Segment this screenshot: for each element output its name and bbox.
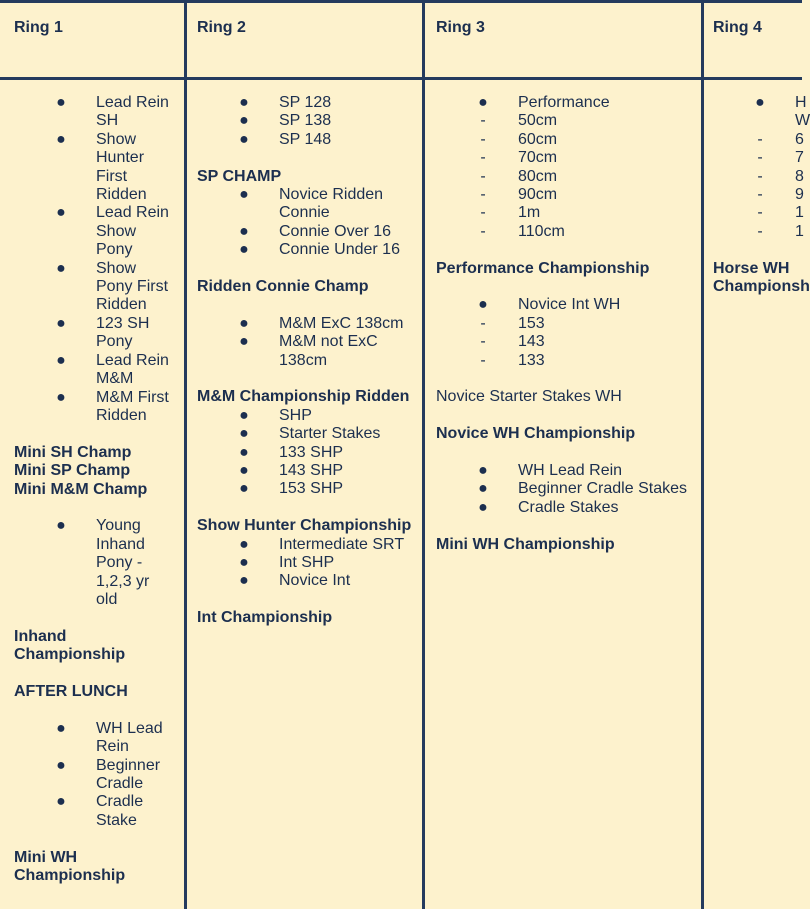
bullet-icon: ●	[239, 425, 249, 443]
bullet-icon: ●	[56, 388, 66, 406]
list-item	[436, 352, 701, 370]
list-item	[713, 112, 810, 130]
list-item	[14, 260, 185, 278]
list-item-label: SP 148	[279, 130, 332, 148]
list-item	[197, 333, 422, 351]
list-item	[713, 149, 802, 167]
list-item-label: Performance	[518, 94, 610, 111]
list-item	[713, 94, 807, 112]
spacer	[14, 830, 185, 848]
list-item	[436, 112, 701, 130]
list-item-label: 70cm	[518, 149, 558, 167]
list-item-label: M&M not ExC	[279, 333, 378, 351]
list-item	[436, 462, 701, 480]
ring-4-column	[703, 3, 810, 909]
list-item	[436, 296, 701, 314]
ring-2-column	[186, 3, 422, 909]
list-item-label: Novice Ridden	[279, 186, 384, 204]
bullet-icon: ●	[755, 94, 765, 111]
bullet-icon: ●	[239, 241, 249, 259]
spacer	[14, 609, 185, 627]
list-item-label: 123 SH	[96, 314, 150, 332]
bullet-icon: ●	[239, 572, 249, 590]
list-item	[197, 131, 422, 149]
list-item	[14, 149, 185, 167]
list-item-label: M&M	[96, 370, 134, 388]
section-heading: Mini SP Champ	[14, 462, 131, 480]
bullet-icon: ●	[239, 222, 249, 240]
list-item-label: WH Lead	[96, 719, 163, 737]
section-heading: M&M Championship Ridden	[197, 388, 410, 406]
list-item	[436, 315, 701, 333]
bullet-icon: ●	[478, 462, 488, 480]
ring-1-column	[0, 3, 185, 909]
list-item	[197, 480, 422, 498]
ring-1-header: Ring 1	[14, 19, 63, 36]
bullet-icon: ●	[239, 535, 249, 553]
ring-3-column	[424, 3, 701, 909]
list-item	[197, 223, 422, 241]
list-item-label: Cradle Stakes	[518, 498, 619, 516]
bullet-icon: ●	[478, 296, 488, 314]
spacer	[197, 149, 422, 167]
list-item	[14, 757, 185, 775]
list-item	[14, 186, 185, 204]
section-heading: Mini SH Champ	[14, 443, 132, 461]
list-item	[197, 315, 422, 333]
list-item	[436, 223, 701, 241]
section-heading: Horse WH	[713, 259, 790, 277]
list-item-label: M&M ExC 138cm	[279, 314, 404, 332]
list-item	[436, 204, 701, 222]
bullet-icon: ●	[56, 351, 66, 369]
section-heading: Int Championship	[197, 609, 333, 627]
list-item	[14, 389, 185, 407]
list-item-label: 133 SHP	[279, 443, 344, 461]
ring-3-body	[436, 94, 701, 554]
spacer	[14, 665, 185, 683]
section-heading: Novice WH Championship	[436, 425, 636, 443]
dash-icon: -	[757, 149, 763, 167]
spacer	[197, 591, 422, 609]
list-item	[197, 112, 422, 130]
ring-3-header: Ring 3	[436, 19, 485, 36]
list-item-label: 143	[518, 333, 545, 351]
list-item-label: 80cm	[518, 167, 558, 185]
list-item-label: SP 138	[279, 112, 332, 130]
list-item	[436, 480, 701, 498]
list-item	[14, 296, 185, 314]
dash-icon: -	[480, 167, 486, 185]
section-heading: AFTER LUNCH	[14, 682, 128, 700]
list-item-label: 90cm	[518, 186, 558, 204]
list-item-label: Ridden	[96, 186, 147, 204]
list-item	[14, 223, 185, 241]
spacer	[436, 444, 701, 462]
list-item-label: SH	[96, 112, 119, 130]
dash-icon: -	[757, 204, 763, 222]
header-divider	[0, 77, 802, 80]
section-heading: Inhand	[14, 627, 67, 645]
list-item-label: 1	[795, 204, 804, 222]
list-item	[713, 223, 802, 241]
section-heading: Championship	[14, 866, 126, 884]
class-list	[197, 315, 422, 370]
bullet-icon: ●	[478, 94, 488, 111]
list-item	[14, 241, 185, 259]
list-item	[436, 149, 701, 167]
list-item-label: WH Lead Rein	[518, 462, 623, 480]
dash-icon: -	[480, 186, 486, 204]
list-item	[436, 186, 701, 204]
bullet-icon: ●	[56, 793, 66, 811]
list-item	[14, 204, 185, 222]
list-item	[713, 131, 802, 149]
class-list	[14, 517, 185, 609]
bullet-icon: ●	[478, 498, 488, 516]
list-item	[14, 278, 185, 296]
list-item	[14, 775, 185, 793]
section-heading: Mini WH Championship	[436, 535, 615, 553]
list-item-label: Pony	[96, 333, 133, 351]
dash-icon: -	[480, 222, 486, 240]
bullet-icon: ●	[239, 462, 249, 480]
list-item	[14, 738, 185, 756]
list-item	[713, 204, 802, 222]
list-item	[14, 517, 185, 535]
spacer	[197, 370, 422, 388]
class-list	[197, 186, 422, 260]
list-item	[197, 554, 422, 572]
list-item-label: 8	[795, 167, 804, 185]
bullet-icon: ●	[56, 94, 66, 111]
list-item-label: Pony -	[96, 554, 143, 572]
bullet-icon: ●	[239, 112, 249, 130]
list-item	[197, 572, 422, 590]
list-item-label: Lead Rein	[96, 94, 169, 111]
list-item-label: Novice Int WH	[518, 296, 621, 314]
list-item-label: 143 SHP	[279, 462, 344, 480]
list-item-label: 133	[518, 351, 545, 369]
list-item	[197, 94, 422, 112]
section-heading: Performance Championship	[436, 259, 650, 277]
bullet-icon: ●	[56, 259, 66, 277]
bullet-icon: ●	[56, 756, 66, 774]
list-item	[14, 352, 185, 370]
class-list	[197, 94, 422, 149]
list-item	[14, 315, 185, 333]
spacer	[197, 260, 422, 278]
class-list	[436, 94, 701, 241]
dash-icon: -	[480, 314, 486, 332]
ring-4-header: Ring 4	[713, 19, 762, 36]
list-item	[14, 370, 185, 388]
bullet-icon: ●	[239, 443, 249, 461]
bullet-icon: ●	[56, 130, 66, 148]
dash-icon: -	[480, 149, 486, 167]
ring-2-header: Ring 2	[197, 19, 246, 36]
list-item-label: SHP	[279, 406, 312, 424]
bullet-icon: ●	[56, 314, 66, 332]
list-item-label: 1	[795, 222, 804, 240]
section-heading: Mini WH	[14, 848, 78, 866]
dash-icon: -	[757, 130, 763, 148]
list-item-label: First	[96, 167, 128, 185]
ring-1-body	[14, 94, 185, 885]
list-item-label: Connie Over 16	[279, 222, 392, 240]
list-item-label: Hunter	[96, 149, 145, 167]
list-item-label: Pony First	[96, 278, 169, 296]
class-list	[436, 296, 701, 370]
list-item-label: Int SHP	[279, 554, 335, 572]
section-heading: Show Hunter Championship	[197, 517, 412, 535]
list-item-label: Stake	[96, 811, 137, 829]
list-item-label: Ridden	[96, 296, 147, 314]
spacer	[713, 241, 802, 259]
list-item-label: Lead Rein	[96, 204, 169, 222]
spacer	[436, 370, 701, 388]
list-item	[14, 536, 185, 554]
dash-icon: -	[480, 333, 486, 351]
list-item	[14, 812, 185, 830]
dash-icon: -	[757, 186, 763, 204]
list-item-label: 153 SHP	[279, 480, 344, 498]
spacer	[14, 425, 185, 443]
class-list	[14, 94, 185, 425]
list-item-label: Show	[96, 259, 137, 277]
list-item	[14, 591, 185, 609]
dash-icon: -	[480, 204, 486, 222]
spacer	[14, 499, 185, 517]
spacer	[197, 296, 422, 314]
bullet-icon: ●	[239, 94, 249, 111]
list-item	[197, 536, 422, 554]
list-item	[197, 352, 422, 370]
ring-2-body	[197, 94, 422, 628]
list-item	[14, 573, 185, 591]
list-item	[14, 554, 185, 572]
list-item	[197, 425, 422, 443]
section-heading: Championsh	[713, 278, 810, 296]
list-item-label: Cradle	[96, 793, 144, 811]
list-item	[436, 333, 701, 351]
list-item-label: W	[795, 112, 810, 130]
spacer	[436, 278, 701, 296]
bullet-icon: ●	[478, 480, 488, 498]
list-item-label: Ridden	[96, 406, 147, 424]
list-item-label: Connie Under 16	[279, 241, 400, 259]
bullet-icon: ●	[239, 314, 249, 332]
section-heading: Mini M&M Champ	[14, 480, 148, 498]
list-item-label: 7	[795, 149, 804, 167]
class-list	[197, 536, 422, 591]
class-list	[713, 94, 810, 241]
list-item	[713, 168, 802, 186]
dash-icon: -	[480, 112, 486, 130]
bullet-icon: ●	[239, 406, 249, 424]
list-item-label: Lead Rein	[96, 351, 169, 369]
bullet-icon: ●	[239, 333, 249, 351]
list-item	[14, 131, 185, 149]
list-item-label: 1m	[518, 204, 541, 222]
list-item	[14, 793, 185, 811]
list-item-label: 1,2,3 yr	[96, 572, 150, 590]
bullet-icon: ●	[239, 480, 249, 498]
spacer	[197, 499, 422, 517]
list-item	[436, 131, 701, 149]
list-item	[436, 168, 701, 186]
list-item-label: H	[795, 94, 807, 111]
list-item-label: Intermediate SRT	[279, 535, 405, 553]
spacer	[436, 517, 701, 535]
list-item	[14, 112, 185, 130]
list-item	[436, 499, 701, 517]
list-item	[14, 94, 185, 112]
list-item-label: M&M First	[96, 388, 169, 406]
list-item	[713, 186, 802, 204]
list-item	[436, 94, 701, 112]
bullet-icon: ●	[239, 186, 249, 204]
list-item-label: 60cm	[518, 130, 558, 148]
list-item	[197, 186, 422, 204]
list-item-label: Beginner Cradle Stakes	[518, 480, 687, 498]
list-item-label: Show	[96, 222, 137, 240]
section-heading: Ridden Connie Champ	[197, 278, 369, 296]
list-item-label: 110cm	[518, 222, 565, 240]
list-item-label: Beginner	[96, 756, 161, 774]
section-heading: SP CHAMP	[197, 167, 282, 185]
dash-icon: -	[480, 130, 486, 148]
list-item	[14, 407, 185, 425]
spacer	[14, 701, 185, 719]
spacer	[436, 241, 701, 259]
list-item-label: 6	[795, 130, 804, 148]
list-item	[197, 407, 422, 425]
class-list	[197, 407, 422, 499]
list-item-label: Connie	[279, 204, 330, 222]
list-item	[14, 720, 185, 738]
bullet-icon: ●	[239, 130, 249, 148]
dash-icon: -	[757, 167, 763, 185]
list-item	[197, 241, 422, 259]
list-item-label: Show	[96, 130, 137, 148]
list-item-label: Novice Int	[279, 572, 351, 590]
class-list	[14, 720, 185, 830]
list-item-label: 153	[518, 314, 545, 332]
section-text: Novice Starter Stakes WH	[436, 388, 622, 406]
dash-icon: -	[757, 222, 763, 240]
spacer	[436, 407, 701, 425]
list-item-label: 138cm	[279, 351, 328, 369]
bullet-icon: ●	[56, 719, 66, 737]
list-item-label: Pony	[96, 241, 133, 259]
list-item-label: Inhand	[96, 535, 145, 553]
list-item-label: Rein	[96, 738, 129, 756]
list-item	[14, 333, 185, 351]
list-item	[197, 204, 422, 222]
ring-4-body	[713, 94, 810, 296]
list-item-label: old	[96, 590, 118, 608]
class-list	[436, 462, 701, 517]
section-heading: Championship	[14, 646, 126, 664]
dash-icon: -	[480, 351, 486, 369]
list-item	[197, 462, 422, 480]
list-item-label: Young	[96, 517, 141, 535]
list-item-label: SP 128	[279, 94, 332, 111]
bullet-icon: ●	[56, 517, 66, 535]
list-item-label: Cradle	[96, 774, 144, 792]
bullet-icon: ●	[56, 204, 66, 222]
bullet-icon: ●	[239, 554, 249, 572]
list-item	[14, 168, 185, 186]
list-item-label: 9	[795, 186, 804, 204]
list-item-label: Starter Stakes	[279, 425, 381, 443]
list-item-label: 50cm	[518, 112, 558, 130]
list-item	[197, 444, 422, 462]
